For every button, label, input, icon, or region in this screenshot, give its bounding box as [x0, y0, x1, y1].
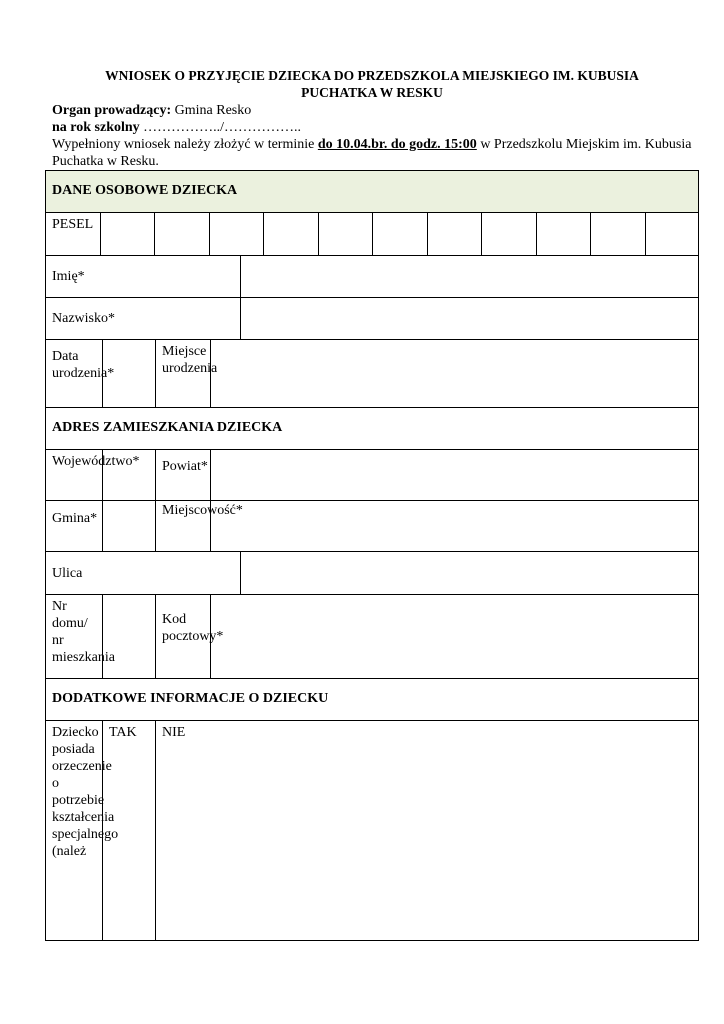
organ-label: Organ prowadzący: — [52, 103, 172, 118]
birth-row — [46, 340, 698, 408]
locality-field[interactable] — [210, 501, 698, 551]
street-row — [46, 552, 698, 595]
deadline-info-before: Wypełniony wniosek należy złożyć w terminie — [52, 137, 318, 152]
pesel-digit-box[interactable] — [318, 213, 372, 255]
form-title-line-1: WNIOSEK O PRZYJĘCIE DZIECKA DO PRZEDSZKOLA MIEJSKIEGO IM. KUBUSIA — [105, 68, 639, 83]
birth-date-label: Data urodzenia* — [52, 349, 115, 381]
pesel-label: PESEL — [52, 217, 94, 232]
first-name-row — [46, 256, 698, 298]
application-form — [45, 170, 699, 941]
pesel-digit-box[interactable] — [590, 213, 644, 255]
pesel-digit-box[interactable] — [100, 213, 154, 255]
house-number-label: Nr domu/ nr mieszkania — [52, 599, 115, 665]
last-name-row — [46, 298, 698, 340]
first-name-label: Imię* — [52, 269, 85, 284]
commune-label: Gmina* — [52, 511, 98, 526]
organ-value: Gmina Resko — [171, 103, 252, 118]
locality-label: Miejscowość* — [155, 501, 210, 551]
voivodeship-row — [46, 450, 698, 501]
certificate-row — [46, 721, 698, 940]
county-label: Powiat* — [155, 450, 210, 500]
first-name-field[interactable] — [240, 256, 698, 297]
pesel-digit-box[interactable] — [427, 213, 481, 255]
form-title — [46, 67, 698, 101]
birth-place-label: Miejsce urodzenia — [155, 340, 210, 407]
pesel-digit-box[interactable] — [154, 213, 208, 255]
deadline-info-after: w Przedszkolu Miejskim im. Kubusia Puchatka w Resku. — [52, 137, 692, 169]
pesel-digit-box[interactable] — [263, 213, 317, 255]
pesel-digit-box[interactable] — [481, 213, 535, 255]
deadline-info — [52, 136, 702, 170]
pesel-row — [46, 213, 698, 256]
birth-date-field[interactable] — [102, 340, 155, 407]
postal-code-field[interactable] — [210, 595, 698, 678]
section-personal-data: DANE OSOBOWE DZIECKA — [46, 171, 698, 213]
pesel-digit-box[interactable] — [209, 213, 263, 255]
street-field[interactable] — [240, 552, 698, 594]
voivodeship-field[interactable] — [102, 450, 155, 500]
county-field[interactable] — [210, 450, 698, 500]
certificate-no-option[interactable]: NIE — [155, 721, 698, 940]
organ-line — [52, 102, 702, 119]
street-label: Ulica — [52, 565, 83, 581]
certificate-label: Dziecko posiada orzeczenie o potrzebie kształcenia specjalnego (należ — [52, 725, 119, 859]
postal-code-label: Kod pocztowy* — [155, 595, 210, 678]
school-year-value[interactable]: ……………../…………….. — [139, 120, 302, 135]
school-year-label: na rok szkolny — [52, 120, 140, 135]
house-number-field[interactable] — [102, 595, 155, 678]
section-address: ADRES ZAMIESZKANIA DZIECKA — [46, 408, 698, 450]
voivodeship-label: Województwo* — [52, 454, 140, 469]
commune-row — [46, 501, 698, 552]
last-name-label: Nazwisko* — [52, 311, 115, 326]
last-name-field[interactable] — [240, 298, 698, 339]
pesel-digit-box[interactable] — [645, 213, 699, 255]
form-title-line-2: PUCHATKA W RESKU — [301, 85, 443, 100]
certificate-yes-option[interactable]: TAK — [102, 721, 155, 940]
deadline-date: do 10.04.br. do godz. 15:00 — [317, 137, 477, 152]
form-header — [52, 102, 702, 170]
pesel-digit-box[interactable] — [372, 213, 426, 255]
pesel-digit-box[interactable] — [536, 213, 590, 255]
house-row — [46, 595, 698, 679]
commune-field[interactable] — [102, 501, 155, 551]
section-additional-info: DODATKOWE INFORMACJE O DZIECKU — [46, 679, 698, 721]
birth-place-field[interactable] — [210, 340, 698, 407]
school-year-line — [52, 119, 702, 136]
